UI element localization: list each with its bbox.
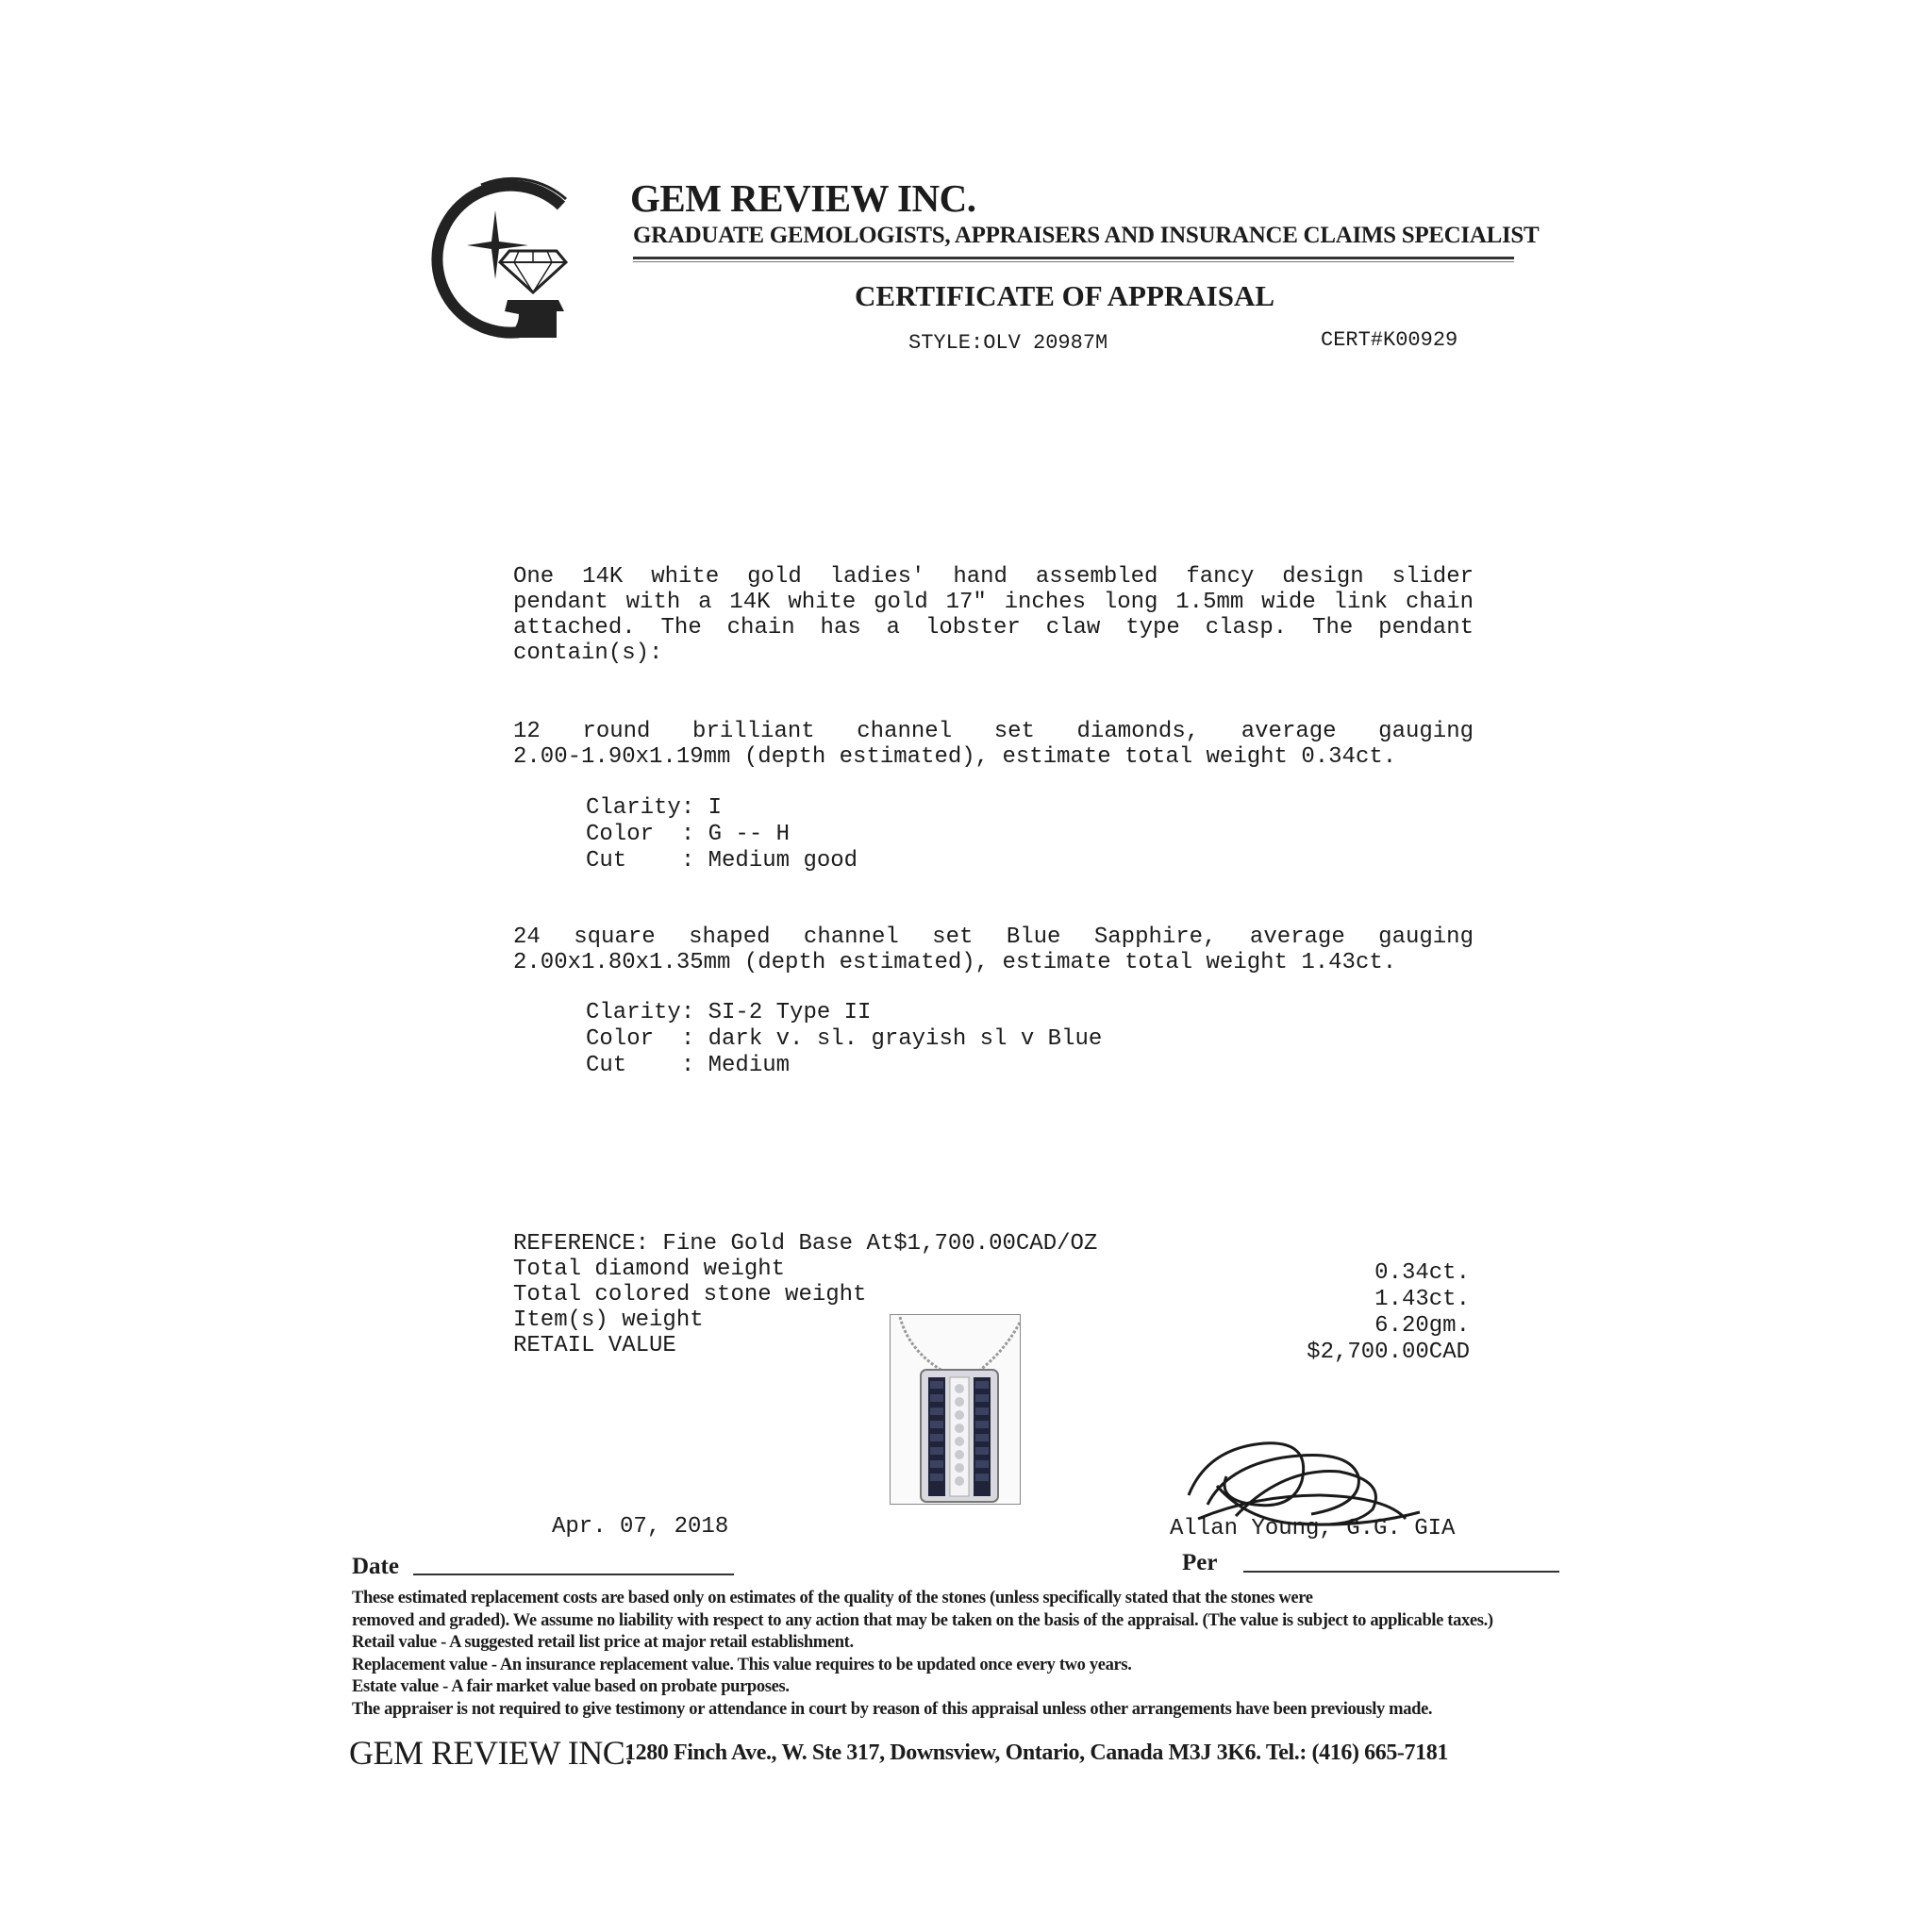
retail-value: $2,700.00CAD <box>1307 1340 1470 1365</box>
sapphire-grading <box>586 1000 1102 1079</box>
gold-base-reference: REFERENCE: Fine Gold Base At$1,700.00CAD/OZ <box>513 1231 1098 1257</box>
diamond-weight-value: 0.34ct. <box>1374 1260 1470 1286</box>
sapphire-line: 24 square shaped channel set Blue Sapphire, average gauging <box>513 924 1474 950</box>
footer-address: 1280 Finch Ave., W. Ste 317, Downsview, Ontario, Canada M3J 3K6. Tel.: (416) 665-7181 <box>625 1740 1448 1765</box>
description-line: contain(s): <box>513 641 663 666</box>
sapphire-description <box>513 924 1474 975</box>
summary-label: Total colored stone weight <box>513 1282 867 1307</box>
gem-review-logo-icon <box>425 168 594 347</box>
footer-company-name: GEM REVIEW INC. <box>349 1734 633 1772</box>
description-line: pendant with a 14K white gold 17" inches long 1.5mm wide link chain <box>513 590 1474 615</box>
per-label: Per <box>1182 1550 1218 1575</box>
diamond-line: 2.00-1.90x1.19mm (depth estimated), estimate total weight 0.34ct. <box>513 744 1397 770</box>
diamond-description <box>513 719 1474 770</box>
item-weight-value: 6.20gm. <box>1374 1313 1470 1339</box>
disclaimer-line: The appraiser is not required to give testimony or attendance in court by reason of this appraisal unless other arrangements have been previously made. <box>352 1699 1433 1719</box>
summary-label: Item(s) weight <box>513 1307 704 1333</box>
summary-label: Total diamond weight <box>513 1257 786 1282</box>
description-line: attached. The chain has a lobster claw type clasp. The pendant <box>513 615 1474 641</box>
disclaimer-line: removed and graded). We assume no liability with respect to any action that may be taken on the basis of the appraisal. (The value is subject to applicable taxes.) <box>352 1610 1493 1630</box>
diamond-grading <box>586 795 858 874</box>
company-name: GEM REVIEW INC. <box>630 176 976 220</box>
appraiser-name: Allan Young, G.G. GIA <box>1170 1516 1456 1541</box>
diamond-cut: Cut : Medium good <box>586 848 858 874</box>
description-line: One 14K white gold ladies' hand assembled fancy design slider <box>513 564 1474 590</box>
appraisal-date: Apr. 07, 2018 <box>552 1514 729 1540</box>
header-rule <box>633 257 1514 259</box>
signature-icon <box>1170 1429 1424 1533</box>
disclaimer-line: These estimated replacement costs are based only on estimates of the quality of the stones (unless specifically stated that the stones were <box>352 1589 1313 1607</box>
diamond-line: 12 round brilliant channel set diamonds, average gauging <box>513 719 1474 744</box>
diamond-color: Color : G -- H <box>586 822 791 847</box>
style-number: STYLE:OLV 20987M <box>908 331 1108 355</box>
colored-stone-weight-value: 1.43ct. <box>1374 1287 1470 1312</box>
header-rule-thin <box>633 261 1514 262</box>
disclaimer <box>352 1588 1493 1721</box>
summary-values <box>1307 1260 1470 1366</box>
sapphire-line: 2.00x1.80x1.35mm (depth estimated), estimate total weight 1.43ct. <box>513 950 1397 975</box>
diamond-clarity: Clarity: I <box>586 795 723 821</box>
item-description <box>513 564 1474 666</box>
company-tagline: GRADUATE GEMOLOGISTS, APPRAISERS AND INSURANCE CLAIMS SPECIALIST <box>633 223 1540 248</box>
sapphire-color: Color : dark v. sl. grayish sl v Blue <box>586 1026 1103 1052</box>
disclaimer-line: Replacement value - An insurance replacement value. This value requires to be updated once every two years. <box>352 1655 1132 1674</box>
date-line <box>413 1574 734 1575</box>
sapphire-clarity: Clarity: SI-2 Type II <box>586 1000 872 1025</box>
disclaimer-line: Retail value - A suggested retail list price at major retail establishment. <box>352 1633 854 1652</box>
cert-number: CERT#K00929 <box>1321 328 1458 352</box>
per-line <box>1243 1571 1559 1573</box>
date-label: Date <box>352 1554 399 1579</box>
pendant-photo-icon <box>890 1314 1021 1505</box>
certificate-title: CERTIFICATE OF APPRAISAL <box>855 279 1275 312</box>
sapphire-cut: Cut : Medium <box>586 1053 791 1078</box>
disclaimer-line: Estate value - A fair market value based on probate purposes. <box>352 1677 790 1696</box>
summary-label: RETAIL VALUE <box>513 1333 676 1358</box>
